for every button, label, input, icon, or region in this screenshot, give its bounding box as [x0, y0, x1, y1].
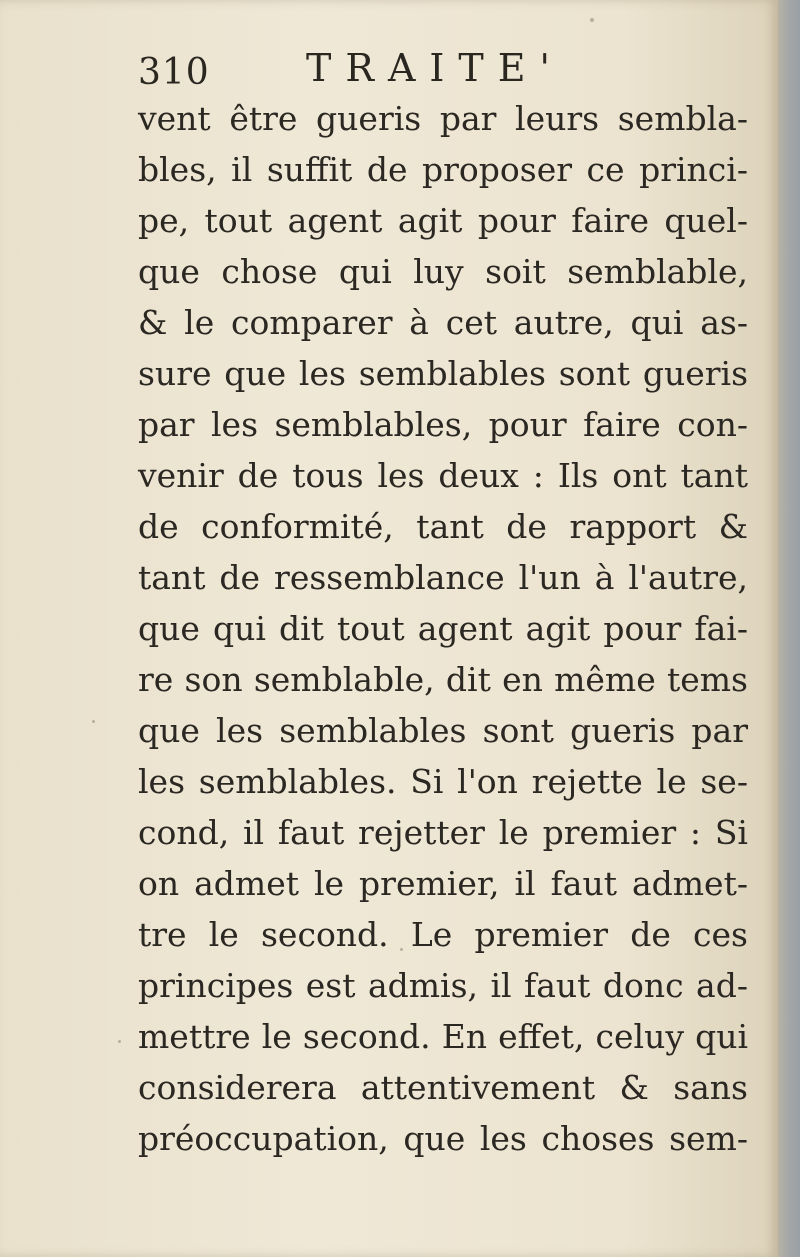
text-line: re son semblable, dit en même tems — [138, 660, 748, 699]
paper-speck — [590, 18, 594, 22]
text-line: on admet le premier, il faut admet- — [138, 864, 748, 903]
text-line: tre le second. Le premier de ces — [138, 915, 748, 954]
text-line: que qui dit tout agent agit pour fai- — [138, 609, 748, 648]
text-line: de conformité, tant de rapport & — [138, 507, 748, 546]
text-line: que les semblables sont gueris par — [138, 711, 748, 750]
paper-speck — [92, 720, 95, 723]
text-line: considerera attentivement & sans — [138, 1068, 748, 1107]
page-edge — [778, 0, 800, 1257]
text-line: principes est admis, il faut donc ad- — [138, 966, 748, 1005]
text-line: pe, tout agent agit pour faire quel- — [138, 201, 748, 240]
running-title: TRAITE' — [306, 46, 564, 90]
text-line: que chose qui luy soit semblable, — [138, 252, 748, 291]
text-line: tant de ressemblance l'un à l'autre, — [138, 558, 748, 597]
body-text — [138, 93, 748, 1164]
text-line: cond, il faut rejetter le premier : Si — [138, 813, 748, 852]
text-line: bles, il suffit de proposer ce princi- — [138, 150, 748, 189]
text-line: par les semblables, pour faire con- — [138, 405, 748, 444]
text-line: vent être gueris par leurs sembla- — [138, 99, 748, 138]
page-number: 310 — [138, 52, 210, 93]
text-line: préoccupation, que les choses sem- — [138, 1119, 748, 1158]
text-line: mettre le second. En effet, celuy qui — [138, 1017, 748, 1056]
paper-speck — [118, 1040, 121, 1043]
text-line: sure que les semblables sont gueris — [138, 354, 748, 393]
text-line: les semblables. Si l'on rejette le se- — [138, 762, 748, 801]
text-line: & le comparer à cet autre, qui as- — [138, 303, 748, 342]
text-line: venir de tous les deux : Ils ont tant — [138, 456, 748, 495]
